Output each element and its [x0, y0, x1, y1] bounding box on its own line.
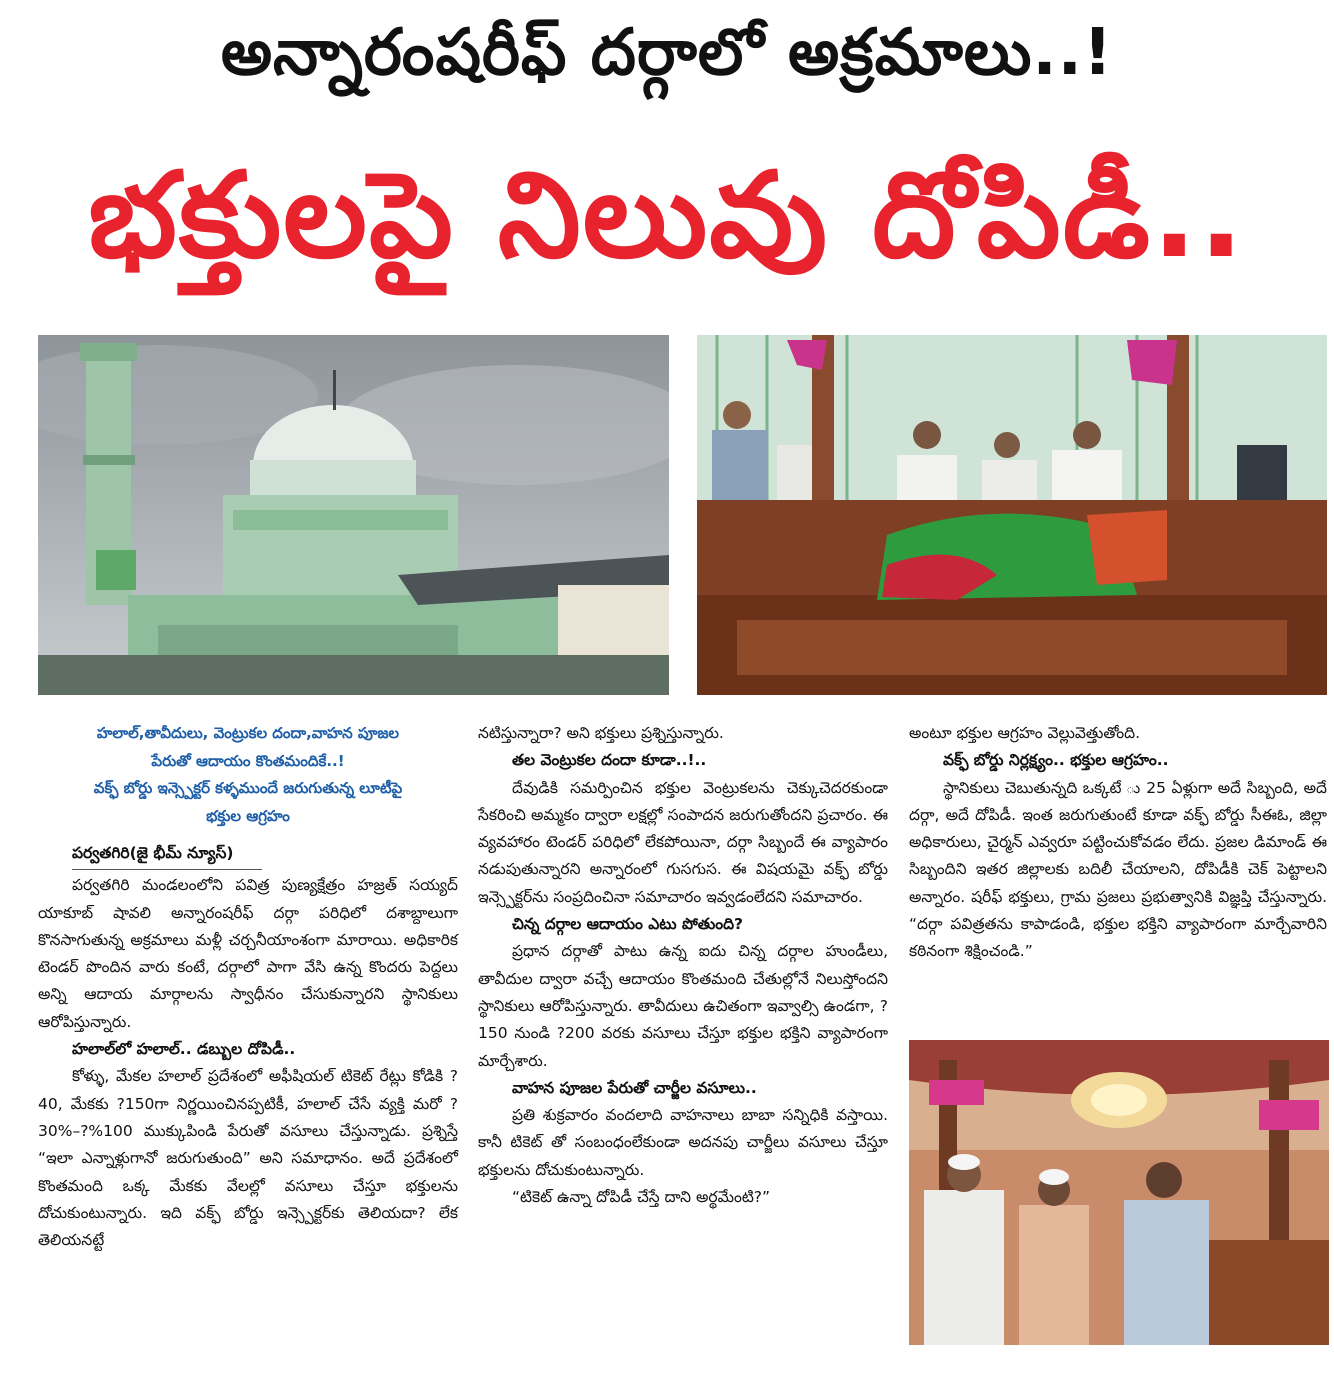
article-deck: [38, 720, 458, 830]
byline-divider: [72, 869, 262, 870]
paragraph: “టికెట్ ఉన్నా దోపిడీ చేస్తే దాని అర్థమేంటి?”: [512, 1188, 771, 1207]
subheading: వక్ఫ్ బోర్డు నిర్లక్ష్యం.. భక్తుల ఆగ్రహం..: [943, 751, 1169, 770]
deck-line-3: వక్ఫ్ బోర్డు ఇన్స్పెక్టర్ కళ్ళముందే జరుగుతున్న లూటీపై: [93, 779, 403, 797]
paragraph: దేవుడికి సమర్పించిన భక్తుల వెంట్రుకలను చెక్కుచెదరకుండా సేకరించి అమ్మకం ద్వారా లక్షల్లో సంపాదన జరుగుతోందని ప్రచారం. ఈ వ్యవహారం టెండర్ పరిధిలో లేకపోయినా, దర్గా సిబ్బందే ఈ వ్యాపారం నడుపుతున్నారని అన్నారంలో గుసగుస. ఈ విషయమై వక్ఫ్ బోర్డు ఇన్స్పెక్టర్‌ను సంప్రదించినా సమాచారం ఇవ్వడంలేదని సమాచారం.: [478, 778, 888, 906]
article-column-3: [909, 720, 1327, 966]
headline-top: అన్నారంషరీఫ్ దర్గాలో అక్రమాలు..!: [220, 16, 1114, 90]
article-column-1: [38, 720, 458, 1254]
dargah-exterior-photo: [38, 335, 669, 695]
dargah-devotees-photo: [909, 1040, 1329, 1345]
paragraph: నటిస్తున్నారా? అని భక్తులు ప్రశ్నిస్తున్నారు.: [478, 724, 724, 742]
subheading: తల వెంట్రుకల దందా కూడా..!..: [512, 751, 707, 770]
article-column-2: [478, 720, 888, 1211]
subheading: చిన్న దర్గాల ఆదాయం ఎటు పోతుంది?: [512, 915, 744, 934]
paragraph: ప్రతి శుక్రవారం వందలాది వాహనాలు బాబా సన్నిధికి వస్తాయి. కానీ టికెట్ తో సంబంధంలేకుండా అదనపు చార్జీలు వసూలు చేస్తూ భక్తులను దోచుకుంటున్నారు.: [478, 1106, 888, 1179]
paragraph: అంటూ భక్తుల ఆగ్రహం వెల్లువెత్తుతోంది.: [909, 724, 1141, 742]
dargah-tomb-photo: [697, 335, 1327, 695]
paragraph: స్థానికులు చెబుతున్నది ఒక్కటే ు 25 ఏళ్లుగా అదే సిబ్బంది, అదే దర్గా, అదే దోపిడీ. ఇంత జరుగుతుంటే కూడా వక్ఫ్ బోర్డు సీఈఓ, జిల్లా అధికారులు, చైర్మన్ ఎవ్వరూ పట్టించుకోవడం లేదు. ప్రజల డిమాండ్ ఈ సిబ్బందిని ఇతర జిల్లాలకు బదిలీ చేయాలని, దోపిడీకి చెక్ పెట్టాలని అన్నారం. షరీఫ్ భక్తులు, గ్రామ ప్రజలు ప్రభుత్వానికి విజ్ఞప్తి చేస్తున్నారు. “దర్గా పవిత్రతను కాపాడండి, భక్తుల భక్తిని వ్యాపారంగా మార్చేవారిని కఠినంగా శిక్షించండి.”: [909, 778, 1327, 961]
subheading: వాహన పూజల పేరుతో చార్జీల వసూలు..: [512, 1078, 757, 1097]
subheading: హలాల్‌లో హలాల్.. డబ్బుల దోపిడీ..: [72, 1040, 296, 1059]
paragraph: కోళ్ళు, మేకల హలాల్ ప్రదేశంలో అఫీషియల్ టికెట్ రేట్లు కోడికి ?40, మేకకు ?150గా నిర్ణయించినప్పటికీ, హలాల్ చేసే వ్యక్తి మరో ?30%–?%100 ముక్కుపిండి పేరుతో వసూలు చేస్తున్నాడు. ప్రశ్నిస్తే “ఇలా ఎన్నాళ్లుగానో జరుగుతుంది” అని సమాధానం. అదే ప్రదేశంలో కొంతమంది ఒక్క మేకకు వేలల్లో వసూలు చేస్తూ భక్తులను దోచుకుంటున్నారు. ఇది వక్ఫ్ బోర్డు ఇన్స్పెక్టర్‌కు తెలియదా? లేక తెలియనట్టే: [38, 1067, 458, 1250]
deck-line-2: పేరుతో ఆదాయం కొంతమందికే..!: [151, 751, 345, 770]
paragraph: పర్వతగిరి మండలంలోని పవిత్ర పుణ్యక్షేత్రం హజ్రత్ సయ్యద్ యాకూబ్ షావలి అన్నారంషరీఫ్ దర్గా పరిధిలో దశాబ్దాలుగా కొనసాగుతున్న అక్రమాలు మళ్లీ చర్చనీయాంశంగా మారాయి. అధికారిక టెండర్ పొందిన వారు కంటే, దర్గాలో పాగా వేసి ఉన్న కొందరు పెద్దలు అన్ని ఆదాయ మార్గాలను స్వాధీనం చేసుకున్నారని స్థానికులు ఆరోపిస్తున్నారు.: [38, 876, 458, 1031]
deck-line-4: భక్తుల ఆగ్రహం: [206, 806, 290, 825]
headline-main: భక్తులపై నిలువు దోపిడీ..: [88, 146, 1246, 284]
byline: పర్వతగిరి(జై భీమ్ న్యూస్): [72, 844, 234, 862]
paragraph: ప్రధాన దర్గాతో పాటు ఉన్న ఐదు చిన్న దర్గాల హుండీలు, తావీదుల ద్వారా వచ్చే ఆదాయం కొంతమంది చేతుల్లోనే నిలుస్తోందని స్థానికులు ఆరోపిస్తున్నారు. తావీదులు ఉచితంగా ఇవ్వాల్సి ఉండగా, ?150 నుండి ?200 వరకు వసూలు చేస్తూ భక్తుల భక్తిని వ్యాపారంగా మార్చేశారు.: [478, 942, 888, 1070]
deck-line-1: హలాల్,తావీదులు, వెంట్రుకల దందా,వాహన పూజల: [96, 724, 400, 742]
